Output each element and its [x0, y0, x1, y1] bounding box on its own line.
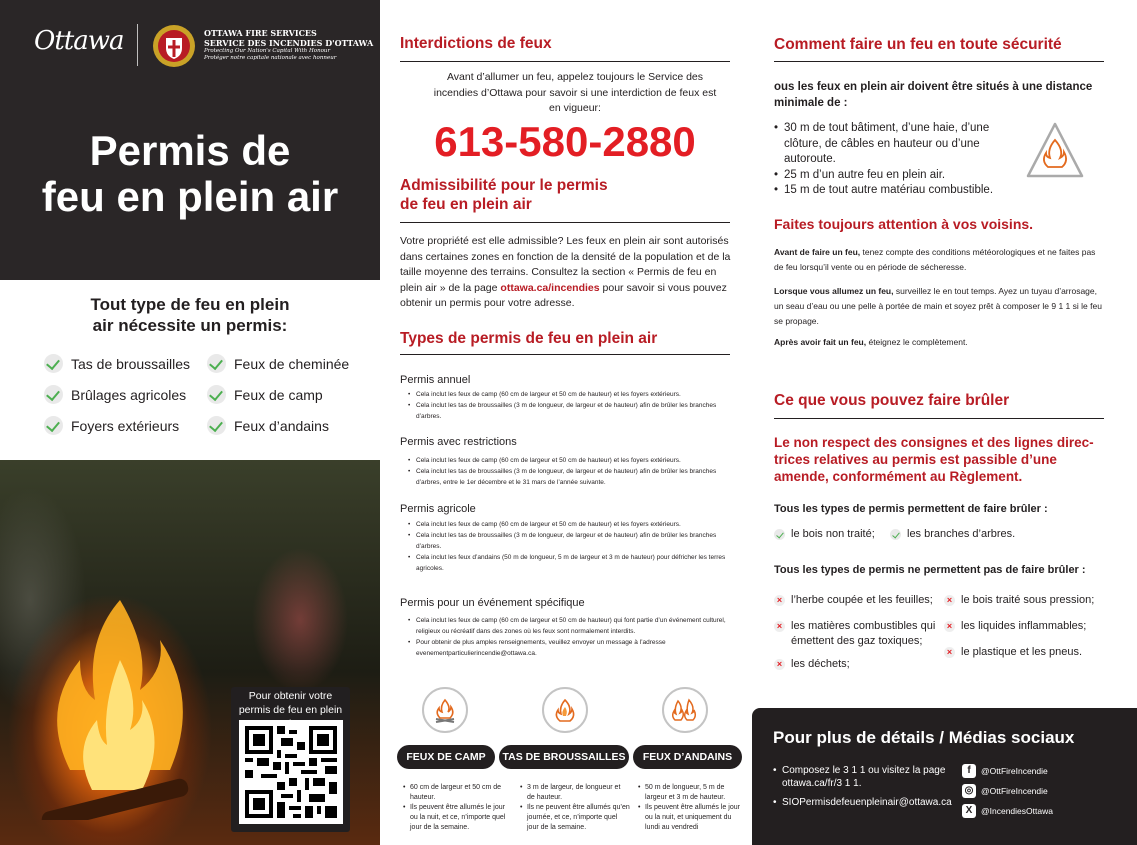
- facebook-link[interactable]: f @OttFireIncendie: [962, 764, 1048, 778]
- list-item: Brûlages agricoles: [44, 385, 186, 404]
- logo-divider: [137, 24, 138, 66]
- fire-services-name: OTTAWA FIRE SERVICES SERVICE DES INCENDIES D'OTTAWA Protecting Our Nation's Capital With Honour Protéger notre capitale nationale avec honneur: [204, 28, 374, 61]
- neighbors-p3: Après avoir fait un feu, éteignez le complètement.: [774, 337, 968, 347]
- bans-heading: Interdictions de feux: [400, 35, 552, 52]
- permit-event-list: • Cela inclut les feux de camp (60 cm de largeur et 50 cm de hauteur) qui font partie d’un événement culturel, religieux ou récréatif dans des zones où les feux sont normalement interdits. • Pour obtenir de plus amples renseignements, veuillez envoyer un message à l’adresse evenementparticulierincendie@ottawa.ca.: [407, 615, 727, 659]
- left-panel: [0, 0, 380, 845]
- instagram-link[interactable]: ◎ @OttFireIncendie: [962, 784, 1048, 798]
- check-icon: [774, 529, 785, 540]
- list-item: Foyers extérieurs: [44, 416, 179, 435]
- permit-required-block: [0, 280, 380, 460]
- divider: [400, 61, 730, 62]
- burn-heading: Ce que vous pouvez faire brûler: [774, 392, 1010, 409]
- safety-intro: ous les feux en plein air doivent être situés à une distance minimale de :: [774, 81, 1093, 109]
- facebook-icon: f: [962, 764, 976, 778]
- fire-services-phone[interactable]: 613-580-2880: [434, 118, 696, 165]
- list-item: × le plastique et les pneus.: [944, 645, 1104, 660]
- neighbors-heading: Faites toujours attention à vos voisins.: [774, 216, 1034, 232]
- campfire-icon: [422, 687, 468, 733]
- safety-list: • 30 m de tout bâtiment, d’une haie, d’une clôture, de câbles en hauteur ou d’une autoroute. • 25 m d’un autre feu en plein air. • 15 m de tout autre matériau combustible.: [774, 121, 1024, 199]
- burn-warning: Le non respect des consignes et des lignes direc- trices relatives au permis est passible d’une amende, conformément au Règlement.: [774, 435, 1094, 484]
- cross-icon: ×: [944, 595, 955, 606]
- neighbors-p1: Avant de faire un feu, tenez compte des conditions météorologiques et ne faites pas de feu lorsqu’il vente ou en période de sécheresse.: [774, 247, 1096, 272]
- contact-list: • Composez le 3 1 1 ou visitez la page ottawa.ca/fr/3 1 1. • SIOPermisdefeuenpleinair@ottawa.ca: [773, 764, 963, 815]
- permit-agricultural-title: Permis agricole: [400, 503, 476, 515]
- instagram-icon: ◎: [962, 784, 976, 798]
- check-icon: [890, 529, 901, 540]
- x-icon: X: [962, 804, 976, 818]
- check-icon: [44, 385, 63, 404]
- neighbors-p2: Lorsque vous allumez un feu, surveillez le en tout temps. Ayez un tuyau d’arrosage, un seau d’eau ou une pelle à portée de main et soyez prêt à composer le 9 1 1 si le feu se propage.: [774, 286, 1102, 326]
- campfire-label: FEUX DE CAMP: [397, 745, 495, 769]
- cross-icon: ×: [774, 621, 785, 632]
- cross-icon: ×: [774, 595, 785, 606]
- check-icon: [44, 354, 63, 373]
- list-item: × les liquides inflammables;: [944, 619, 1104, 634]
- divider: [400, 354, 730, 355]
- windrow-icon: [662, 687, 708, 733]
- safety-heading: Comment faire un feu en toute sécurité: [774, 36, 1062, 53]
- eligibility-text: Votre propriété est elle admissible? Les feux en plein air sont autorisés dans certaines zones en fonction de la densité de la population et de la taille moyenne des terrains. Consultez la section « Permis de feu en plein air » de la page ottawa.ca/incendies pour savoir si vous pouvez obtenir un permis pour votre adresse.: [400, 235, 731, 309]
- page-title: Permis de feu en plein air: [41, 127, 339, 220]
- check-icon: [207, 416, 226, 435]
- fire-services-crest-icon: [152, 24, 196, 68]
- cross-icon: ×: [944, 621, 955, 632]
- windrow-details: • 50 m de longueur, 5 m de largeur et 3 m de hauteur. • Ils peuvent être allumés le jour ou la nuit, et uniquement du lundi au vendredi: [638, 783, 748, 833]
- flame-icon: [40, 590, 200, 820]
- title-block: [0, 0, 380, 280]
- cross-icon: ×: [944, 647, 955, 658]
- list-item: × l’herbe coupée et les feuilles;: [774, 593, 939, 608]
- social-media-panel: [752, 708, 1137, 845]
- permit-event-title: Permis pour un événement spécifique: [400, 597, 585, 609]
- check-icon: [207, 354, 226, 373]
- email-link[interactable]: • SIOPermisdefeuenpleinair@ottawa.ca: [773, 796, 963, 809]
- forbidden-heading: Tous les types de permis ne permettent pas de faire brûler :: [774, 564, 1086, 576]
- brush-pile-label: TAS DE BROUSSAILLES: [499, 745, 629, 769]
- qr-code-icon: [245, 726, 337, 818]
- cross-icon: ×: [774, 659, 785, 670]
- list-item: Feux d’andains: [207, 416, 329, 435]
- x-link[interactable]: X @IncendiesOttawa: [962, 804, 1053, 818]
- list-item: Feux de cheminée: [207, 354, 349, 373]
- campfire-details: • 60 cm de largeur et 50 cm de hauteur. • Ils peuvent être allumés le jour ou la nuit, et ce, n’importe quel jour de la semaine.: [403, 783, 513, 833]
- permit-required-heading: Tout type de feu en plein air nécessite un permis:: [90, 295, 290, 335]
- permit-annual-title: Permis annuel: [400, 374, 471, 386]
- fire-warning-icon: [1024, 120, 1086, 182]
- permit-restricted-list: • Cela inclut les feux de camp (60 cm de largeur et 50 cm de hauteur) et les foyers extérieurs. • Cela inclut les tas de broussailles (3 m de longueur, de largeur et de hauteur) afin de brûler les branches d’arbres, entre le 1er décembre et le 31 mars de l’année suivante.: [407, 455, 727, 488]
- brush-pile-icon: [542, 687, 588, 733]
- permit-restricted-title: Permis avec restrictions: [400, 436, 517, 448]
- eligibility-heading: Admissibilité pour le permis de feu en plein air: [400, 177, 608, 213]
- qr-code-panel: Pour obtenir votre permis de feu en plein: [231, 687, 350, 832]
- social-heading: Pour plus de détails / Médias sociaux: [773, 728, 1075, 747]
- permit-types-heading: Types de permis de feu en plein air: [400, 330, 658, 347]
- list-item: × les déchets;: [774, 657, 939, 672]
- ottawa-logo: Ottawa: [34, 26, 124, 56]
- qr-code[interactable]: [239, 720, 343, 824]
- list-item: les branches d’arbres.: [890, 527, 1015, 542]
- bans-text: Avant d’allumer un feu, appelez toujours le Service des incendies d’Ottawa pour savoir si une interdiction de feux est en vigueur:: [433, 71, 717, 114]
- brush-pile-details: • 3 m de largeur, de longueur et de hauteur. • Ils ne peuvent être allumés qu’en journée, et ce, n’importe quel jour de la semaine.: [520, 783, 630, 833]
- permit-agricultural-list: • Cela inclut les feux de camp (60 cm de largeur et 50 cm de hauteur) et les foyers extérieurs. • Cela inclut les tas de broussailles (3 m de longueur, de largeur et de hauteur) afin de brûler les branches d’arbres. • Cela inclut les feux d’andains (50 m de longueur, 5 m de largeur et 3 m de hauteur) pour défricher les terres agricoles.: [407, 519, 727, 574]
- divider: [400, 222, 730, 223]
- windrow-label: FEUX D’ANDAINS: [633, 745, 742, 769]
- allowed-heading: Tous les types de permis permettent de faire brûler :: [774, 503, 1048, 515]
- permit-annual-list: • Cela inclut les feux de camp (60 cm de largeur et 50 cm de hauteur) et les foyers extérieurs. • Cela inclut les tas de broussailles (3 m de longueur, de largeur et de hauteur) afin de brûler les branches d’arbres.: [407, 389, 727, 422]
- check-icon: [207, 385, 226, 404]
- incendies-link[interactable]: ottawa.ca/incendies: [500, 281, 600, 294]
- divider: [774, 61, 1104, 62]
- list-item: × les matières combustibles qui émettent des gaz toxiques;: [774, 619, 939, 649]
- list-item: Feux de camp: [207, 385, 323, 404]
- list-item: Tas de broussailles: [44, 354, 190, 373]
- campfire-photo: [0, 460, 380, 845]
- list-item: × le bois traité sous pression;: [944, 593, 1104, 608]
- divider: [774, 418, 1104, 419]
- check-icon: [44, 416, 63, 435]
- list-item: le bois non traité;: [774, 527, 875, 542]
